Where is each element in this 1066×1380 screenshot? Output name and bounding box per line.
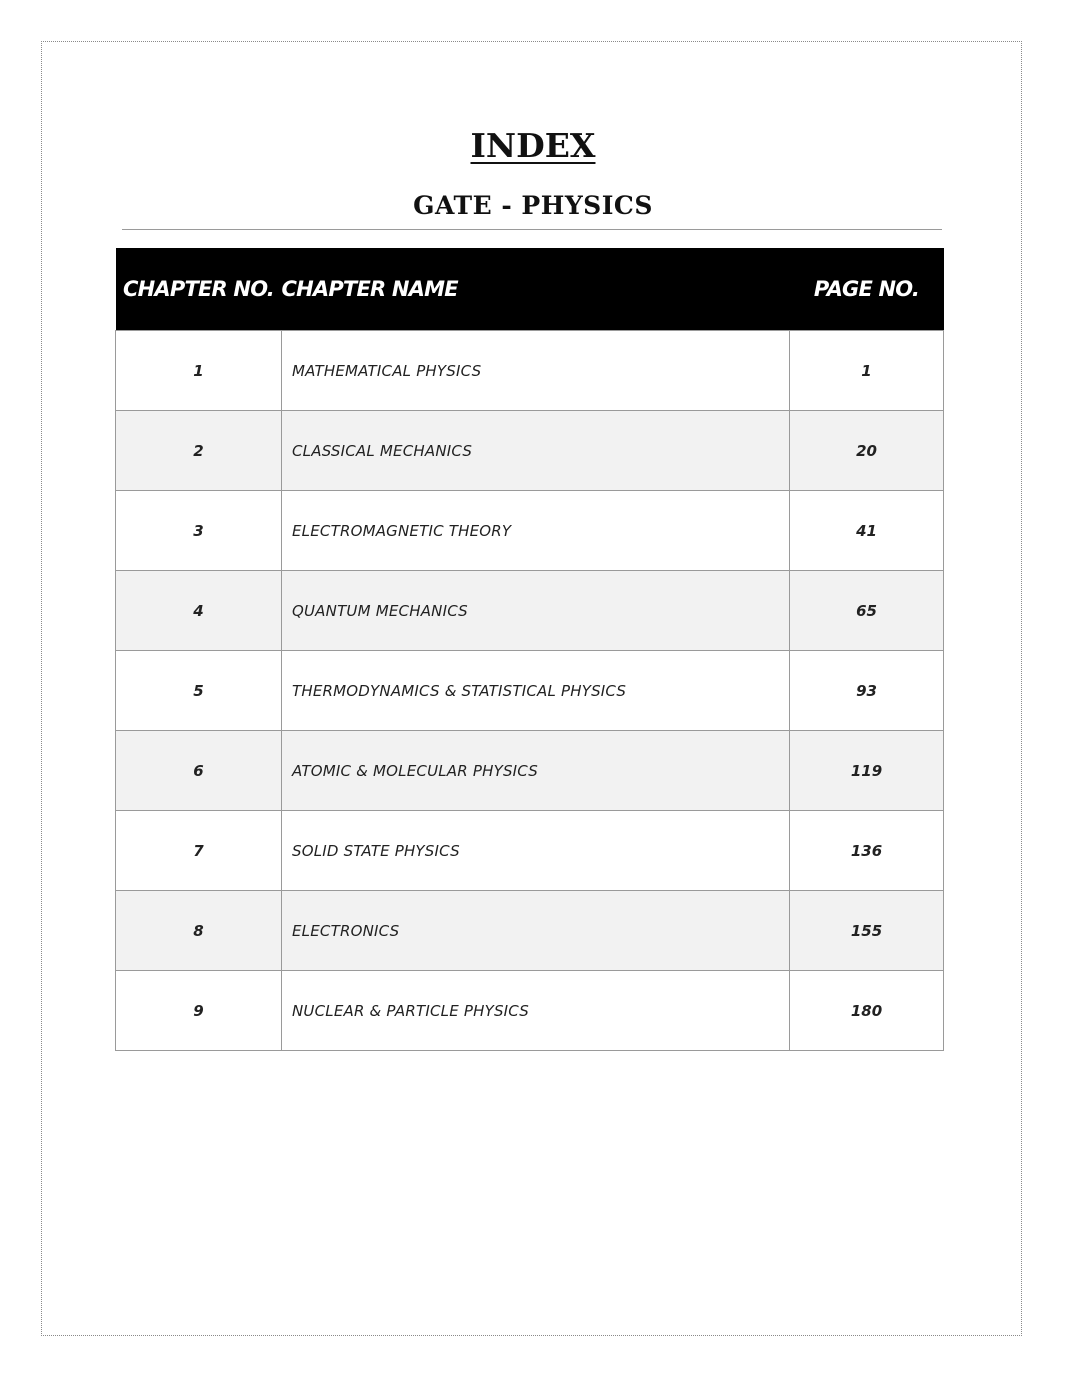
header-chapter-no: CHAPTER NO.	[116, 248, 282, 331]
page-number: 155	[790, 891, 944, 971]
chapter-name: THERMODYNAMICS & STATISTICAL PHYSICS	[282, 651, 790, 731]
page-number: 119	[790, 731, 944, 811]
table-row	[116, 331, 944, 411]
table-header-row	[116, 248, 944, 331]
chapter-name: CLASSICAL MECHANICS	[282, 411, 790, 491]
table-row	[116, 571, 944, 651]
table-row	[116, 971, 944, 1051]
table-row	[116, 731, 944, 811]
chapter-name: ELECTROMAGNETIC THEORY	[282, 491, 790, 571]
table-row	[116, 811, 944, 891]
page-number: 1	[790, 331, 944, 411]
table-row	[116, 491, 944, 571]
chapter-number: 4	[116, 571, 282, 651]
chapter-name: SOLID STATE PHYSICS	[282, 811, 790, 891]
chapter-name: NUCLEAR & PARTICLE PHYSICS	[282, 971, 790, 1051]
page-title-text: INDEX	[470, 126, 596, 165]
chapter-name: QUANTUM MECHANICS	[282, 571, 790, 651]
page-subtitle: GATE - PHYSICS	[413, 191, 653, 220]
page-number: 65	[790, 571, 944, 651]
chapter-name: ELECTRONICS	[282, 891, 790, 971]
chapter-number: 8	[116, 891, 282, 971]
chapter-number: 5	[116, 651, 282, 731]
title-divider	[122, 229, 942, 230]
page-number: 93	[790, 651, 944, 731]
page-number: 180	[790, 971, 944, 1051]
chapter-name: ATOMIC & MOLECULAR PHYSICS	[282, 731, 790, 811]
index-table	[115, 248, 944, 1051]
table-row	[116, 891, 944, 971]
page-number: 41	[790, 491, 944, 571]
chapter-number: 3	[116, 491, 282, 571]
page-title	[0, 124, 1066, 168]
page-number: 20	[790, 411, 944, 491]
chapter-number: 9	[116, 971, 282, 1051]
chapter-name: MATHEMATICAL PHYSICS	[282, 331, 790, 411]
chapter-number: 7	[116, 811, 282, 891]
table-row	[116, 411, 944, 491]
page-number: 136	[790, 811, 944, 891]
table-row	[116, 651, 944, 731]
chapter-number: 6	[116, 731, 282, 811]
chapter-number: 1	[116, 331, 282, 411]
header-chapter-name: CHAPTER NAME	[282, 248, 790, 331]
chapter-number: 2	[116, 411, 282, 491]
header-page-no: PAGE NO.	[790, 248, 944, 331]
